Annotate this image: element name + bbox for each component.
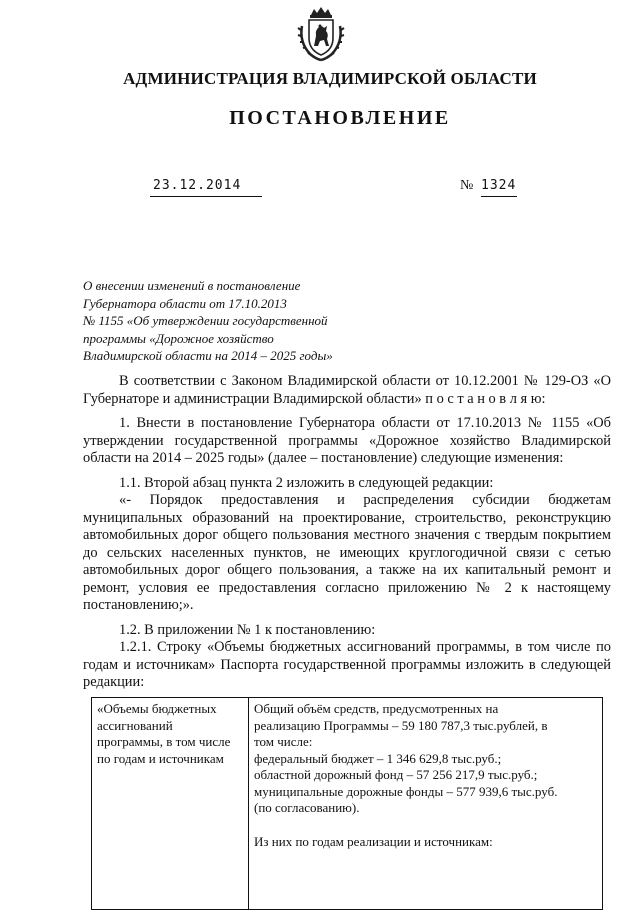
- clause-1-1-quote-paragraph: «- Порядок предоставления и распределения субсидии бюджетам муниципальных образований на проектирование, строительство, реконструкцию автомобильных дорог общего пользования местного значения с твердым покрытием до сельских населенных пунктов, не имеющих круглогодичной связи с сетью автомобильных дорог общего пользования, а также на их капитальный ремонт и ремонт, условия ее предоставления согласно приложению № 2 к настоящему постановлению;».: [83, 492, 611, 613]
- decree-date-field: [150, 178, 262, 197]
- decree-subject: [83, 277, 383, 365]
- preamble-paragraph: В соответствии с Законом Владимирской области от 10.12.2001 № 129-ОЗ «О Губернаторе и администрации Владимирской области» п о с т а н о в л я ю:: [83, 373, 611, 407]
- table-label-line: «Объемы бюджетных: [97, 701, 217, 716]
- clause-1-1-paragraph: 1.1. Второй абзац пункта 2 изложить в следующей редакции:: [119, 474, 494, 491]
- subject-line: Владимирской области на 2014 – 2025 годы»: [83, 348, 333, 363]
- decree-date: 23.12.2014: [153, 178, 242, 193]
- table-value-line: Общий объём средств, предусмотренных на: [254, 701, 499, 716]
- table-value-line: реализацию Программы – 59 180 787,3 тыс.рублей, в: [254, 717, 548, 733]
- clause-1-paragraph: 1. Внести в постановление Губернатора области от 17.10.2013 № 1155 «Об утверждении государственной программы «Дорожное хозяйство Владимирской области на 2014 – 2025 годы» (далее – постановление) следующие изменения:: [83, 415, 611, 466]
- table-value-line: областной дорожный фонд – 57 256 217,9 тыс.руб.;: [254, 767, 538, 782]
- subject-line: О внесении изменений в постановление: [83, 278, 301, 293]
- table-label-line: по годам и источникам: [97, 750, 224, 766]
- document-type-title: ПОСТАНОВЛЕНИЕ: [229, 107, 451, 129]
- table-spacer: [254, 817, 597, 834]
- coat-of-arms-icon: [296, 6, 346, 62]
- decree-number: 1324: [481, 178, 517, 197]
- table-value-line: том числе:: [254, 734, 313, 749]
- table-cell-label: [92, 698, 249, 910]
- subject-line: Губернатора области от 17.10.2013: [83, 295, 287, 311]
- decree-body: [83, 373, 611, 692]
- table-label-line: ассигнований: [97, 717, 173, 733]
- clause-1-2-1-paragraph: 1.2.1. Строку «Объемы бюджетных ассигнований программы, в том числе по годам и источникам» Паспорта государственной программы изложить в следующей редакции:: [83, 639, 611, 690]
- passport-table: [91, 697, 603, 910]
- subject-line: № 1155 «Об утверждении государственной: [83, 313, 328, 328]
- table-value-line: федеральный бюджет – 1 346 629,8 тыс.руб.;: [254, 750, 502, 766]
- administration-title: АДМИНИСТРАЦИЯ ВЛАДИМИРСКОЙ ОБЛАСТИ: [123, 69, 537, 88]
- table-value-line: Из них по годам реализации и источникам:: [254, 833, 493, 849]
- table-value-line: (по согласованию).: [254, 800, 360, 815]
- table-row: [92, 698, 603, 910]
- subject-line: программы «Дорожное хозяйство: [83, 330, 274, 346]
- table-cell-value: [249, 698, 603, 910]
- table-label-line: программы, в том числе: [97, 734, 231, 749]
- table-value-line: муниципальные дорожные фонды – 577 939,6 тыс.руб.: [254, 783, 558, 799]
- clause-1-2-paragraph: 1.2. В приложении № 1 к постановлению:: [119, 621, 376, 638]
- number-sign: №: [460, 178, 474, 193]
